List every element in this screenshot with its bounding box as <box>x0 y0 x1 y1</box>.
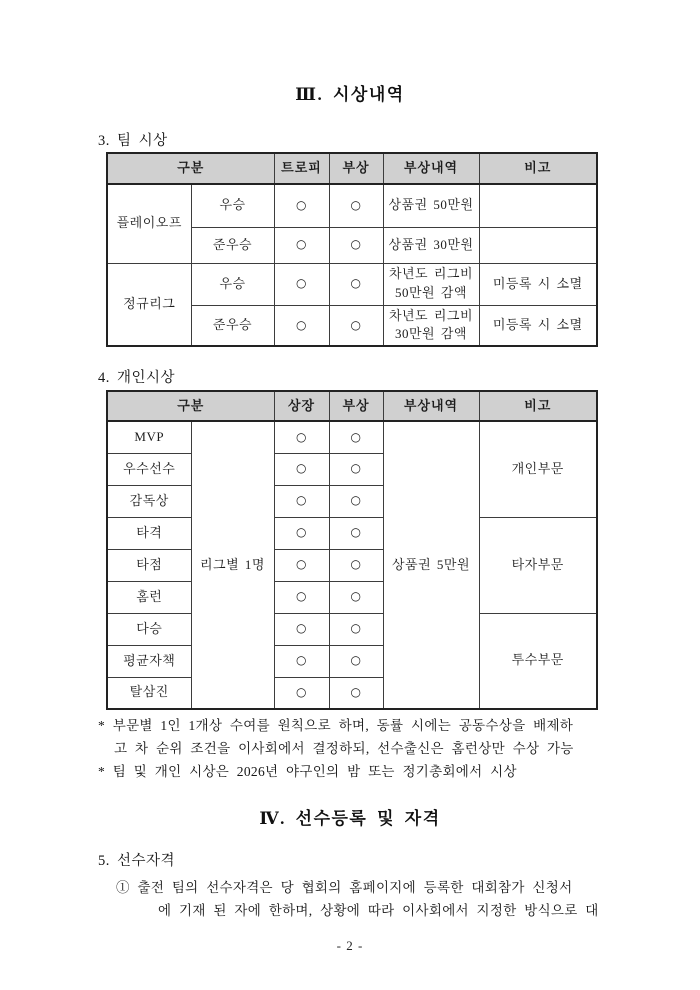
cell-rank: 준우승 <box>191 305 274 346</box>
cell-prize-detail: 차년도 리그비 30만원 감액 <box>383 305 479 346</box>
header-note: 비고 <box>479 391 597 421</box>
qualification-clause-line: 에 기재 된 자에 한하며, 상황에 따라 이사회에서 지정한 방식으로 대 <box>158 903 599 918</box>
cell-certificate-mark: ○ <box>274 549 329 581</box>
cell-award-name: 우수선수 <box>107 453 191 485</box>
cell-prize-detail: 차년도 리그비 50만원 감액 <box>383 263 479 305</box>
cell-section-pitcher: 투수부문 <box>479 613 597 709</box>
cell-rank: 우승 <box>191 263 274 305</box>
cell-prize-mark: ○ <box>329 581 383 613</box>
cell-certificate-mark: ○ <box>274 453 329 485</box>
cell-award-name: MVP <box>107 421 191 453</box>
table-row <box>107 263 597 305</box>
cell-note <box>479 184 597 227</box>
cell-section-individual: 개인부문 <box>479 421 597 517</box>
cell-prize-detail: 상품권 5만원 <box>383 421 479 709</box>
player-qualification-heading: 5. 선수자격 <box>98 853 176 869</box>
cell-award-name: 타점 <box>107 549 191 581</box>
cell-award-name: 타격 <box>107 517 191 549</box>
cell-certificate-mark: ○ <box>274 421 329 453</box>
header-prize: 부상 <box>329 153 383 184</box>
table-row <box>107 184 597 227</box>
cell-rank: 준우승 <box>191 227 274 263</box>
cell-prize-mark: ○ <box>329 549 383 581</box>
cell-prize-detail: 상품권 50만원 <box>383 184 479 227</box>
cell-award-name: 다승 <box>107 613 191 645</box>
cell-prize-detail: 상품권 30만원 <box>383 227 479 263</box>
cell-prize-mark: ○ <box>329 421 383 453</box>
cell-prize-mark: ○ <box>329 263 383 305</box>
table-header-row <box>107 391 597 421</box>
table-row <box>107 613 597 645</box>
page-number: - 2 - <box>336 938 364 953</box>
cell-certificate-mark: ○ <box>274 613 329 645</box>
cell-prize-mark: ○ <box>329 305 383 346</box>
cell-trophy-mark: ○ <box>274 227 329 263</box>
section-iii-title: Ⅲ. 시상내역 <box>295 85 405 104</box>
cell-group-playoff: 플레이오프 <box>107 184 191 263</box>
header-prize-detail: 부상내역 <box>383 153 479 184</box>
table-header-row <box>107 153 597 184</box>
cell-group-regular: 정규리그 <box>107 263 191 346</box>
cell-note <box>479 227 597 263</box>
cell-quota: 리그별 1명 <box>191 421 274 709</box>
cell-trophy-mark: ○ <box>274 305 329 346</box>
cell-prize-mark: ○ <box>329 184 383 227</box>
header-note: 비고 <box>479 153 597 184</box>
header-category: 구분 <box>107 391 274 421</box>
qualification-clause-line: ① 출전 팀의 선수자격은 당 협회의 홈페이지에 등록한 대회참가 신청서 <box>116 880 573 895</box>
individual-award-table <box>106 390 598 710</box>
cell-note: 미등록 시 소멸 <box>479 305 597 346</box>
cell-award-name: 홈런 <box>107 581 191 613</box>
cell-prize-mark: ○ <box>329 677 383 709</box>
cell-award-name: 탈삼진 <box>107 677 191 709</box>
footnote-line: * 부문별 1인 1개상 수여를 원칙으로 하며, 동률 시에는 공동수상을 배제하 <box>98 718 574 733</box>
cell-prize-mark: ○ <box>329 613 383 645</box>
section-iv-title: Ⅳ. 선수등록 및 자격 <box>259 809 441 828</box>
header-prize-detail: 부상내역 <box>383 391 479 421</box>
cell-certificate-mark: ○ <box>274 677 329 709</box>
table-row <box>107 421 597 453</box>
individual-award-heading: 4. 개인시상 <box>98 370 176 386</box>
cell-trophy-mark: ○ <box>274 263 329 305</box>
footnote-line: 고 차 순위 조건을 이사회에서 결정하되, 선수출신은 홈런상만 수상 가능 <box>114 741 574 756</box>
header-trophy: 트로피 <box>274 153 329 184</box>
cell-prize-mark: ○ <box>329 645 383 677</box>
team-award-heading: 3. 팀 시상 <box>98 133 168 149</box>
table-row <box>107 517 597 549</box>
cell-note: 미등록 시 소멸 <box>479 263 597 305</box>
cell-certificate-mark: ○ <box>274 517 329 549</box>
cell-prize-mark: ○ <box>329 453 383 485</box>
cell-trophy-mark: ○ <box>274 184 329 227</box>
header-category: 구분 <box>107 153 274 184</box>
cell-certificate-mark: ○ <box>274 645 329 677</box>
cell-section-batter: 타자부문 <box>479 517 597 613</box>
cell-rank: 우승 <box>191 184 274 227</box>
cell-prize-mark: ○ <box>329 485 383 517</box>
header-certificate: 상장 <box>274 391 329 421</box>
cell-certificate-mark: ○ <box>274 485 329 517</box>
cell-award-name: 평균자책 <box>107 645 191 677</box>
header-prize: 부상 <box>329 391 383 421</box>
cell-certificate-mark: ○ <box>274 581 329 613</box>
footnote-line: * 팀 및 개인 시상은 2026년 야구인의 밤 또는 정기총회에서 시상 <box>98 764 517 779</box>
cell-prize-mark: ○ <box>329 227 383 263</box>
cell-award-name: 감독상 <box>107 485 191 517</box>
team-award-table <box>106 152 598 347</box>
cell-prize-mark: ○ <box>329 517 383 549</box>
